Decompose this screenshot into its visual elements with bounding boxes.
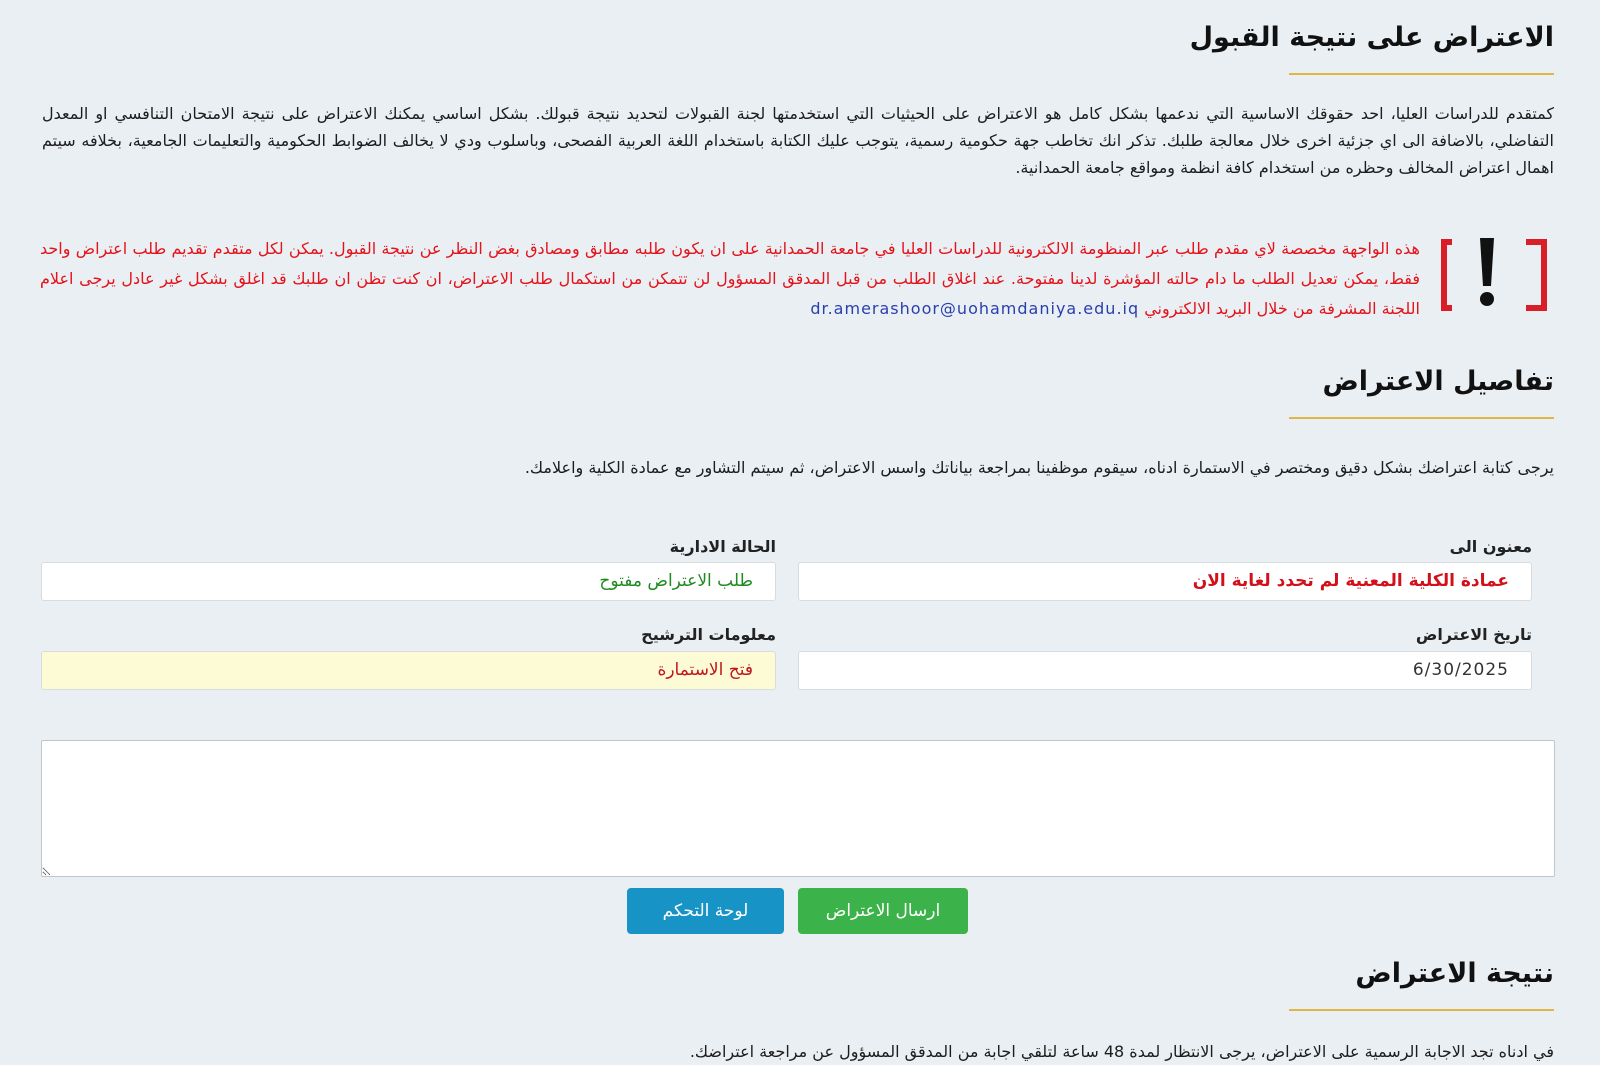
warning-bracket-icon xyxy=(1440,236,1550,316)
objection-date-field[interactable]: 6/30/2025 xyxy=(798,651,1532,690)
objection-textarea[interactable] xyxy=(41,740,1555,877)
objection-date-label: تاريخ الاعتراض xyxy=(1415,625,1532,644)
admin-status-field[interactable]: طلب الاعتراض مفتوح xyxy=(41,562,776,601)
result-paragraph: في ادناه تجد الاجابة الرسمية على الاعتراض، يرجى الانتظار لمدة 48 ساعة لتلقي اجابة من المدقق المسؤول عن مراجعة اعتراضك. xyxy=(689,1042,1554,1061)
details-title-underline xyxy=(1289,417,1554,419)
addressed-to-field[interactable]: عمادة الكلية المعنية لم تحدد لغاية الان xyxy=(798,562,1532,601)
nomination-info-field[interactable]: فتح الاستمارة xyxy=(41,651,776,690)
nomination-info-label: معلومات الترشيح xyxy=(641,625,776,644)
admin-status-label: الحالة الادارية xyxy=(669,537,776,556)
result-title-underline xyxy=(1289,1009,1554,1011)
page-title: الاعتراض على نتيجة القبول xyxy=(1189,22,1554,53)
contact-email-link[interactable]: dr.amerashoor@uohamdaniya.edu.iq xyxy=(810,299,1140,318)
result-title: نتيجة الاعتراض xyxy=(1355,958,1554,989)
submit-objection-button[interactable]: ارسال الاعتراض xyxy=(798,888,968,934)
intro-paragraph: كمتقدم للدراسات العليا، احد حقوقك الاساسية التي ندعمها بشكل كامل هو الاعتراض على الحيثيات التي استخدمتها لجنة القبولات لتحديد نتيجة قبولك. بشكل اساسي يمكنك الاعتراض على نتيجة الامتحان التنافسي او المعدل التفاضلي، بالاضافة الى اي جزئية اخرى خلال معالجة طلبك. تذكر انك تخاطب جهة حكومية رسمية، يتوجب عليك الكتابة باستخدام اللغة العربية الفصحى، وباسلوب ودي لا يخالف الضوابط الحكومية والتعليمات الجامعية، بخلافه سيتم اهمال اعتراض المخالف وحظره من استخدام كافة انظمة ومواقع جامعة الحمدانية. xyxy=(42,104,1554,177)
addressed-to-label: معنون الى xyxy=(1449,537,1532,556)
warning-message: هذه الواجهة مخصصة لاي مقدم طلب عبر المنظومة الالكترونية للدراسات العليا في جامعة الحمدانية على ان يكون طلبه مطابق ومصادق بغض النظر عن نتيجة القبول. يمكن لكل متقدم تقديم طلب اعتراض واحد فقط، يمكن تعديل الطلب ما دام حالته المؤشرة لدينا مفتوحة. عند اغلاق الطلب من قبل المدقق المسؤول لن تتمكن من استكمال طلب الاعتراض، ان كنت تظن ان طلبك قد اغلق بشكل غير عادل يرجى اعلام اللجنة المشرفة من خلال البريد الالكتروني xyxy=(40,239,1420,318)
title-underline xyxy=(1289,73,1554,75)
dashboard-button[interactable]: لوحة التحكم xyxy=(627,888,784,934)
warning-text xyxy=(40,234,1420,324)
details-paragraph: يرجى كتابة اعتراضك بشكل دقيق ومختصر في الاستمارة ادناه، سيقوم موظفينا بمراجعة بياناتك واسس الاعتراض، ثم سيتم التشاور مع عمادة الكلية واعلامك. xyxy=(524,458,1554,477)
details-title: تفاصيل الاعتراض xyxy=(1322,366,1554,397)
